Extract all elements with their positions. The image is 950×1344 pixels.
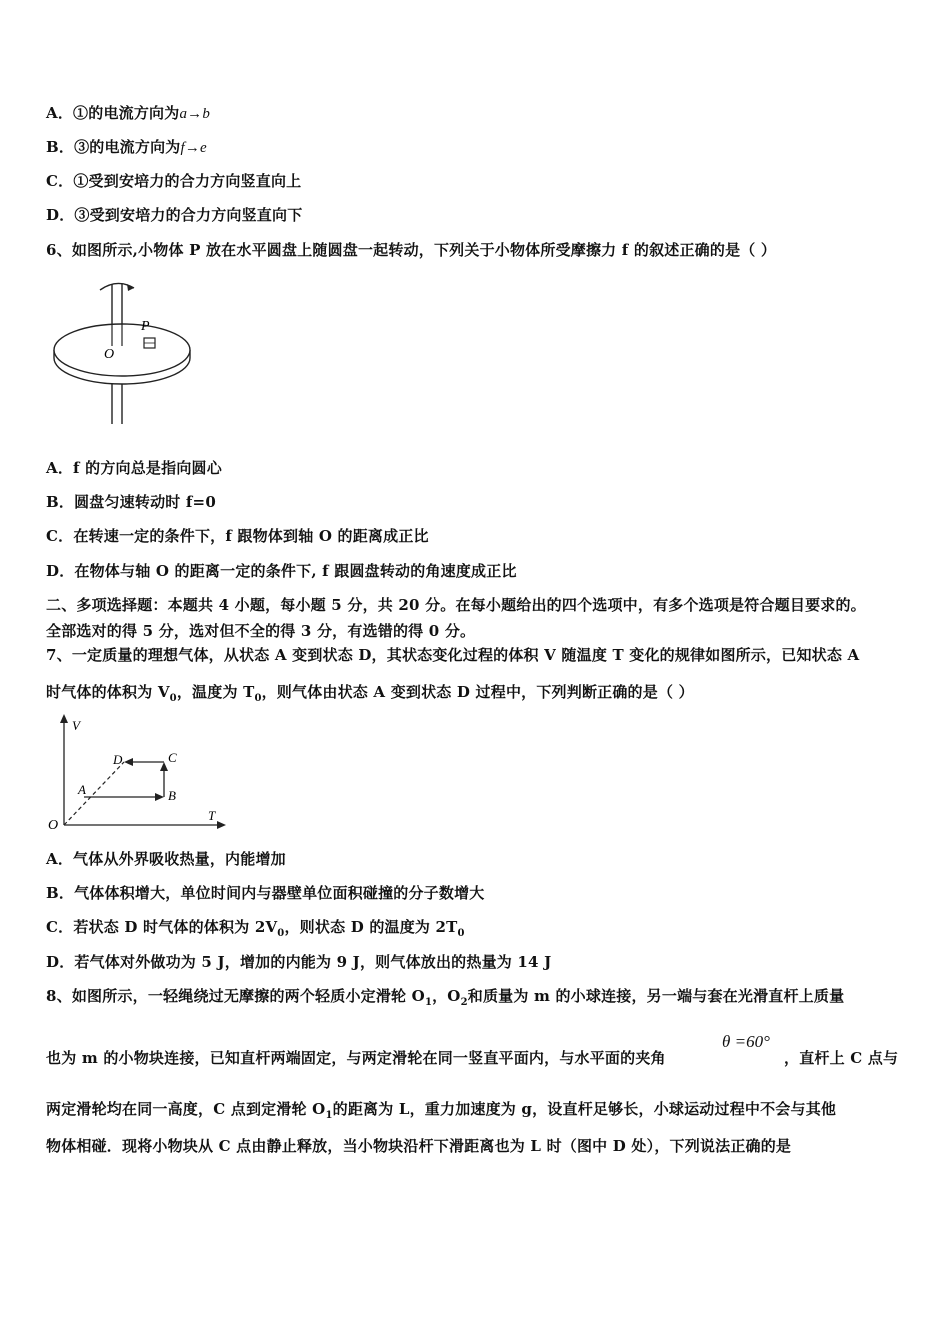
- q7-stem-line1: 7、一定质量的理想气体，从状态 A 变到状态 D，其状态变化过程的体积 V 随温度 T 变化的规律如图所示，已知状态 A: [46, 646, 860, 664]
- q6-option-b: B．圆盘匀速转动时 f=0: [46, 493, 216, 511]
- q6-label-p: P: [141, 319, 150, 334]
- q8-stem-line2-end: ，直杆上 C 点与: [784, 1049, 899, 1067]
- q7-option-a: A．气体从外界吸收热量，内能增加: [46, 850, 286, 868]
- q6-option-d: D．在物体与轴 O 的距离一定的条件下, f 跟圆盘转动的角速度成正比: [46, 562, 517, 580]
- q6-stem: 6、如图所示,小物体 P 放在水平圆盘上随圆盘一起转动，下列关于小物体所受摩擦力 f 的叙述正确的是（ ）: [46, 241, 777, 259]
- q7-vt-graph: [44, 710, 234, 835]
- q7-option-d: D．若气体对外做功为 5 J，增加的内能为 9 J，则气体放出的热量为 14 J: [46, 953, 552, 971]
- q8-stem-line3: 两定滑轮均在同一高度，C 点到定滑轮 $O_1$的距离为 L，重力加速度为 g，设直杆足够长，小球运动过程中不会与其他: [46, 1100, 837, 1121]
- q6-option-a: A．f 的方向总是指向圆心: [46, 459, 222, 477]
- q8-stem-line2: 也为 m 的小物块连接，已知直杆两端固定，与两定滑轮在同一竖直平面内，与水平面的夹角: [46, 1049, 666, 1067]
- q7-point-d-label: D: [113, 752, 123, 767]
- q7-origin-label: O: [48, 818, 59, 833]
- q5-option-d: D．③受到安培力的合力方向竖直向下: [46, 206, 303, 224]
- q8-theta-formula: θ =60°: [722, 1032, 770, 1051]
- q7-axis-t-label: T: [208, 808, 216, 823]
- q6-label-o: O: [104, 347, 115, 362]
- q7-point-c-label: C: [168, 750, 177, 765]
- q5-option-a-expr: a→b: [179, 106, 211, 122]
- q5-option-c: C．①受到安培力的合力方向竖直向上: [46, 172, 302, 190]
- q8-stem-line1: 8、如图所示，一轻绳绕过无摩擦的两个轻质小定滑轮 $O_1$，$O_2$和质量为 m 的小球连接，另一端与套在光滑直杆上质量: [46, 987, 845, 1008]
- q5-option-b-expr: f→e: [180, 140, 207, 156]
- q7-point-a-label: A: [78, 782, 86, 797]
- q7-option-c: C．若状态 D 时气体的体积为 $2V_0$，则状态 D 的温度为 $2T_0$: [46, 918, 465, 939]
- q7-axis-v-label: V: [72, 718, 80, 733]
- q8-stem-line4: 物体相碰．现将小物块从 C 点由静止释放，当小物块沿杆下滑距离也为 L 时（图中 D 处），下列说法正确的是: [46, 1137, 792, 1155]
- section2-header-line2: 全部选对的得 5 分，选对但不全的得 3 分，有选错的得 0 分。: [46, 622, 476, 640]
- section2-header-line1: 二、多项选择题：本题共 4 小题，每小题 5 分，共 20 分。在每小题给出的四个选项中，有多个选项是符合题目要求的。: [46, 596, 866, 614]
- q6-option-c: C．在转速一定的条件下，f 跟物体到轴 O 的距离成正比: [46, 527, 429, 545]
- q5-option-b: B．③的电流方向为f→e: [46, 138, 207, 156]
- q7-point-b-label: B: [168, 788, 176, 803]
- q5-option-a: A．①的电流方向为a→b: [46, 104, 211, 122]
- q6-disc-figure: [48, 272, 198, 432]
- q7-option-b: B．气体体积增大，单位时间内与器壁单位面积碰撞的分子数增大: [46, 884, 485, 902]
- q7-stem-line2: 时气体的体积为 $V_0$，温度为 $T_0$，则气体由状态 A 变到状态 D 过程中，下列判断正确的是（ ）: [46, 683, 694, 704]
